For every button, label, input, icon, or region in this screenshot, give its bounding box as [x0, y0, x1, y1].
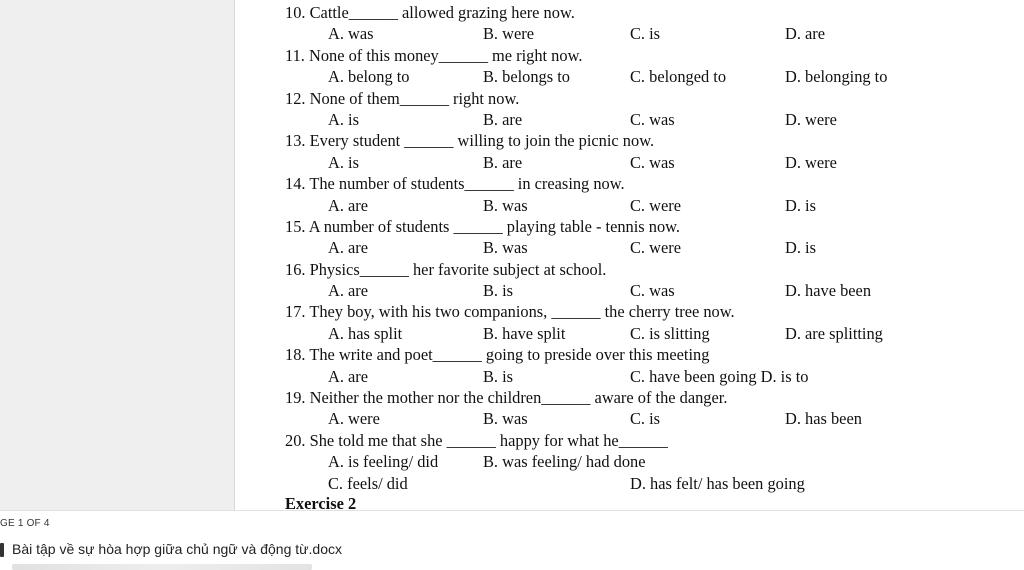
question-text: None of them______ right now. — [309, 88, 520, 108]
question-number: 14. — [285, 174, 306, 194]
option-c: C. was — [630, 109, 675, 129]
answer-options — [285, 66, 985, 87]
option-c: C. were — [630, 238, 681, 258]
question-text: Every student ______ willing to join the picnic now. — [309, 131, 655, 151]
option-b: B. were — [483, 24, 534, 44]
option-d: D. is — [785, 238, 816, 258]
option-a: A. were — [328, 409, 380, 429]
question-stem — [285, 344, 985, 365]
document-icon — [0, 543, 4, 557]
question-text: They boy, with his two companions, ______ the cherry tree now. — [309, 302, 735, 322]
question-stem — [285, 259, 985, 280]
question-number: 19. — [285, 388, 306, 408]
option-c: C. belonged to — [630, 67, 727, 87]
option-a: A. are — [328, 281, 369, 301]
answer-options — [285, 366, 985, 387]
question-stem — [285, 216, 985, 237]
question-text: She told me that she ______ happy for what he______ — [309, 430, 668, 450]
option-a: A. are — [328, 238, 369, 258]
option-b: B. are — [483, 109, 523, 129]
option-d: D. belonging to — [785, 67, 888, 87]
option-a: A. has split — [328, 323, 403, 343]
answer-options-continued — [285, 473, 985, 494]
question-number: 15. — [285, 216, 306, 236]
option-d: D. has felt/ has been going — [630, 473, 805, 493]
document-page — [235, 0, 1024, 510]
answer-options — [285, 408, 985, 429]
option-a: A. belong to — [328, 67, 410, 87]
option-b: B. was — [483, 238, 528, 258]
option-b: B. have split — [483, 323, 566, 343]
question-stem — [285, 88, 985, 109]
question-number: 18. — [285, 345, 306, 365]
question-stem — [285, 173, 985, 194]
answer-options — [285, 152, 985, 173]
option-c: C. was — [630, 281, 675, 301]
question-number: 10. — [285, 3, 306, 22]
document-filename[interactable]: Bài tập về sự hòa hợp giữa chủ ngữ và động từ.docx — [12, 541, 342, 557]
option-c: C. feels/ did — [328, 473, 408, 493]
answer-options — [285, 280, 985, 301]
question-stem — [285, 301, 985, 322]
question-text: Physics______ her favorite subject at school. — [309, 259, 607, 279]
question-number: 16. — [285, 259, 306, 279]
option-d: D. are — [785, 24, 826, 44]
answer-options — [285, 109, 985, 130]
question-stem — [285, 2, 985, 23]
option-b: B. is — [483, 281, 514, 301]
question-text: Neither the mother nor the children______ aware of the danger. — [309, 388, 728, 408]
question-text: The write and poet______ going to preside over this meeting — [309, 345, 710, 365]
option-c: C. is slitting — [630, 323, 710, 343]
question-number: 12. — [285, 88, 306, 108]
option-b: B. belongs to — [483, 67, 570, 87]
question-number: 20. — [285, 430, 306, 450]
option-d: D. is — [785, 195, 816, 215]
option-d: D. were — [785, 109, 837, 129]
option-c: C. have been going D. is to — [630, 366, 809, 386]
answer-options — [285, 237, 985, 258]
option-b: B. are — [483, 152, 523, 172]
option-c: C. were — [630, 195, 681, 215]
question-stem — [285, 45, 985, 66]
option-a: A. was — [328, 24, 374, 44]
option-c: C. is — [630, 409, 661, 429]
question-stem — [285, 387, 985, 408]
option-a: A. is — [328, 109, 359, 129]
option-a: A. is feeling/ did — [328, 452, 439, 472]
option-b: B. was — [483, 195, 528, 215]
answer-options — [285, 195, 985, 216]
option-c: C. is — [630, 24, 661, 44]
option-b: B. was feeling/ had done — [483, 452, 646, 472]
question-stem — [285, 130, 985, 151]
option-d: D. has been — [785, 409, 862, 429]
question-number: 11. — [285, 45, 305, 65]
option-c: C. was — [630, 152, 675, 172]
section-heading: Exercise 2 — [285, 493, 357, 510]
question-text: A number of students ______ playing table - tennis now. — [308, 216, 681, 236]
option-d: D. have been — [785, 281, 872, 301]
option-b: B. is — [483, 366, 514, 386]
left-margin-gutter — [0, 0, 235, 510]
question-list — [285, 2, 985, 510]
status-bar — [0, 510, 1024, 570]
option-a: A. is — [328, 152, 359, 172]
page-indicator: GE 1 OF 4 — [0, 518, 50, 529]
option-b: B. was — [483, 409, 528, 429]
question-number: 13. — [285, 131, 306, 151]
question-text: Cattle______ allowed grazing here now. — [309, 3, 575, 22]
answer-options — [285, 323, 985, 344]
option-d: D. were — [785, 152, 837, 172]
question-number: 17. — [285, 302, 306, 322]
option-a: A. are — [328, 195, 369, 215]
option-a: A. are — [328, 366, 369, 386]
question-stem — [285, 430, 985, 451]
option-d: D. are splitting — [785, 323, 883, 343]
answer-options — [285, 23, 985, 44]
document-meta-line — [12, 564, 312, 570]
answer-options — [285, 451, 985, 472]
question-text: The number of students______ in creasing now. — [309, 174, 625, 194]
question-text: None of this money______ me right now. — [309, 45, 583, 65]
